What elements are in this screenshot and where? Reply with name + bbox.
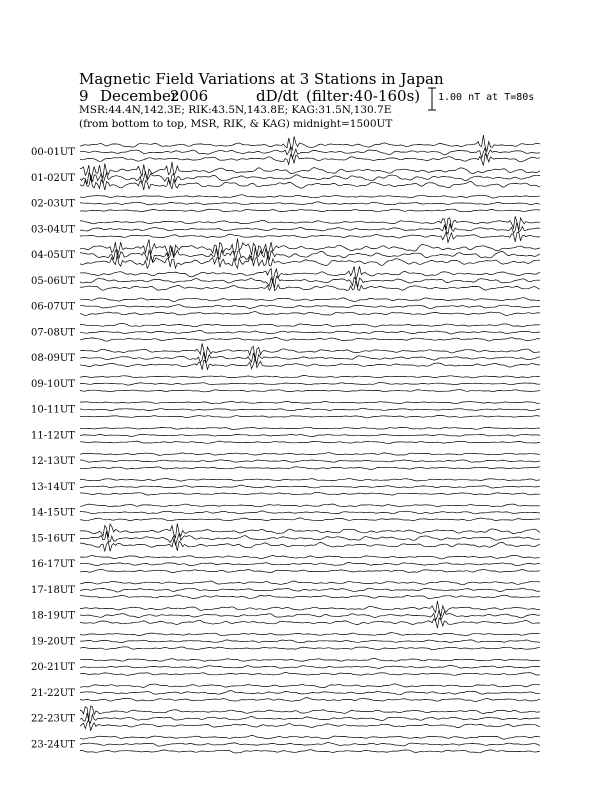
trace-line	[80, 358, 540, 370]
hour-label: 05-06UT	[31, 275, 75, 287]
trace-line	[80, 479, 540, 482]
hour-label: 14-15UT	[31, 507, 75, 519]
trace-line	[80, 390, 540, 392]
trace-line	[80, 698, 540, 702]
trace-line	[80, 610, 540, 620]
trace-line	[80, 330, 540, 334]
trace-line	[80, 570, 540, 573]
trace-line	[80, 750, 540, 753]
filter-label: (filter:40-160s)	[306, 87, 421, 105]
date-month: December	[100, 87, 179, 105]
trace-line	[80, 352, 540, 363]
trace-line	[80, 556, 540, 559]
trace-line	[80, 305, 540, 309]
hour-label: 17-18UT	[31, 584, 75, 596]
trace-line	[80, 719, 540, 730]
hour-label: 13-14UT	[31, 481, 75, 493]
trace-line	[80, 684, 540, 688]
chart-title: Magnetic Field Variations at 3 Stations in Japan	[79, 70, 444, 88]
trace-line	[80, 518, 540, 521]
trace-line	[80, 216, 540, 230]
trace-order-note: (from bottom to top, MSR, RIK, & KAG) midnight=1500UT	[79, 118, 393, 130]
trace-line	[80, 618, 540, 628]
hour-label: 21-22UT	[31, 687, 75, 699]
scale-label: 1.00 nT at T=80s	[438, 92, 535, 103]
trace-line	[80, 453, 540, 456]
trace-line	[80, 135, 540, 151]
trace-line	[80, 266, 540, 283]
trace-line	[80, 460, 540, 462]
trace-line	[80, 383, 540, 386]
trace-line	[80, 736, 540, 740]
trace-line	[80, 408, 540, 411]
trace-line	[80, 298, 540, 302]
trace-line	[80, 209, 540, 212]
station-coordinates: MSR:44.4N,142.3E; RIK:43.5N,143.8E; KAG:31.5N,130.7E	[79, 104, 392, 116]
trace-line	[80, 195, 540, 198]
trace-line	[80, 531, 540, 545]
trace-line	[80, 601, 540, 616]
trace-line	[80, 673, 540, 676]
hour-label: 06-07UT	[31, 301, 75, 313]
trace-line	[80, 312, 540, 316]
trace-line	[80, 647, 540, 650]
trace-line	[80, 595, 540, 599]
trace-line	[80, 563, 540, 566]
trace-line	[80, 467, 540, 470]
hour-label: 01-02UT	[31, 172, 75, 184]
trace-line	[80, 666, 540, 669]
trace-line	[80, 640, 540, 643]
component-label: dD/dt	[256, 87, 299, 105]
trace-line	[80, 401, 540, 403]
trace-line	[80, 633, 540, 636]
hour-label: 11-12UT	[31, 430, 75, 442]
hour-label: 00-01UT	[31, 147, 75, 158]
trace-line	[80, 691, 540, 695]
hour-label: 15-16UT	[31, 533, 75, 545]
hour-label: 04-05UT	[31, 250, 75, 261]
trace-line	[80, 539, 540, 551]
trace-line	[80, 658, 540, 661]
hour-label: 02-03UT	[31, 198, 75, 210]
hour-label: 16-17UT	[31, 559, 75, 570]
hour-label: 18-19UT	[31, 610, 75, 622]
trace-line	[80, 713, 540, 723]
trace-line	[80, 375, 540, 378]
trace-line	[80, 343, 540, 359]
trace-line	[80, 276, 540, 287]
trace-line	[80, 511, 540, 514]
hour-label: 22-23UT	[31, 713, 75, 725]
trace-line	[80, 524, 540, 538]
trace-line	[80, 427, 540, 429]
date-year: 2006	[170, 87, 209, 105]
hour-label: 12-13UT	[31, 456, 75, 467]
trace-line	[80, 485, 540, 488]
trace-line	[80, 588, 540, 592]
hour-label: 23-24UT	[31, 739, 75, 751]
hour-label: 03-04UT	[31, 224, 75, 236]
hour-label: 10-11UT	[31, 404, 75, 416]
trace-line	[80, 504, 540, 507]
trace-line	[80, 202, 540, 205]
trace-line	[80, 154, 540, 166]
trace-line	[80, 581, 540, 585]
trace-line	[80, 177, 540, 190]
trace-line	[80, 743, 540, 747]
hour-label: 20-21UT	[31, 662, 75, 673]
hour-label: 19-20UT	[31, 636, 75, 648]
trace-line	[80, 147, 540, 158]
hour-label: 08-09UT	[31, 353, 75, 364]
trace-line	[80, 492, 540, 495]
trace-line	[80, 434, 540, 436]
hour-label: 09-10UT	[31, 378, 75, 390]
trace-line	[80, 338, 540, 342]
date-day: 9	[79, 87, 89, 105]
trace-line	[80, 324, 540, 327]
trace-line	[80, 441, 540, 444]
hour-label: 07-08UT	[31, 327, 75, 339]
trace-line	[80, 255, 540, 268]
trace-line	[80, 415, 540, 417]
